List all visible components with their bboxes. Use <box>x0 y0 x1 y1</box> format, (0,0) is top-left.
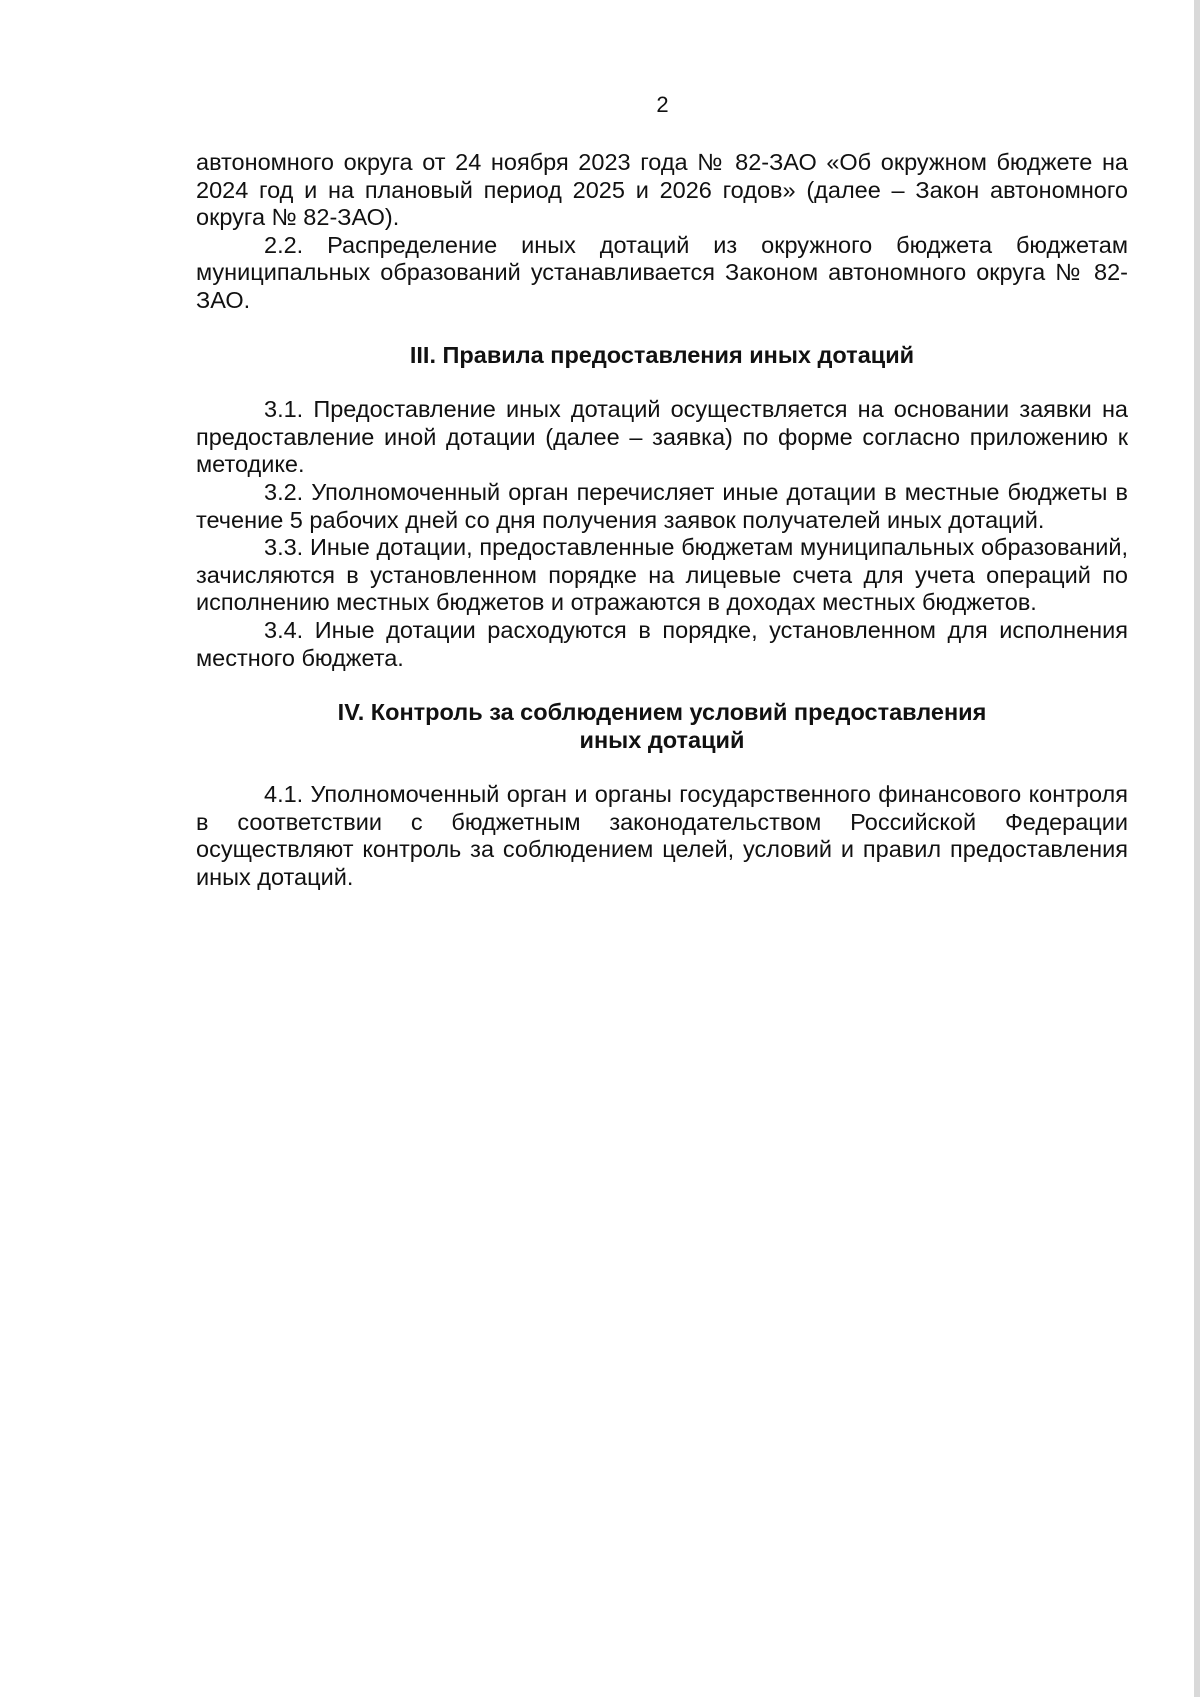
paragraph-4-1: 4.1. Уполномоченный орган и органы государственного финансового контроля в соответствии с бюджетным законодательством Российской Федерации осуществляют контроль за соблюдением целей, условий и правил предоставления иных дотаций. <box>196 781 1128 891</box>
paragraph-3-3: 3.3. Иные дотации, предоставленные бюджетам муниципальных образований, зачисляются в установленном порядке на лицевые счета для учета операций по исполнению местных бюджетов и отражаются в доходах местных бюджетов. <box>196 534 1128 616</box>
section-4-heading-line2: иных дотаций <box>579 726 745 753</box>
document-body <box>196 149 1128 892</box>
section-3-heading: III. Правила предоставления иных дотаций <box>409 341 915 368</box>
section-4-heading-line1: IV. Контроль за соблюдением условий предоставления <box>337 699 987 726</box>
paragraph-2-2: 2.2. Распределение иных дотаций из окружного бюджета бюджетам муниципальных образований устанавливается Законом автономного округа № 82-ЗАО. <box>196 231 1128 313</box>
paragraph-intro: автономного округа от 24 ноября 2023 года № 82-ЗАО «Об окружном бюджете на 2024 год и на плановый период 2025 и 2026 годов» (далее – Закон автономного округа № 82-ЗАО). <box>196 149 1128 231</box>
page-number: 2 <box>656 92 669 117</box>
paragraph-3-4: 3.4. Иные дотации расходуются в порядке, установленном для исполнения местного бюджета. <box>196 616 1128 671</box>
paragraph-3-2: 3.2. Уполномоченный орган перечисляет иные дотации в местные бюджеты в течение 5 рабочих дней со дня получения заявок получателей иных дотаций. <box>196 478 1128 533</box>
paragraph-3-1: 3.1. Предоставление иных дотаций осуществляется на основании заявки на предоставление иной дотации (далее – заявка) по форме согласно приложению к методике. <box>196 396 1128 478</box>
section-4-heading <box>196 672 1128 781</box>
page-edge-shadow <box>1194 0 1200 1697</box>
